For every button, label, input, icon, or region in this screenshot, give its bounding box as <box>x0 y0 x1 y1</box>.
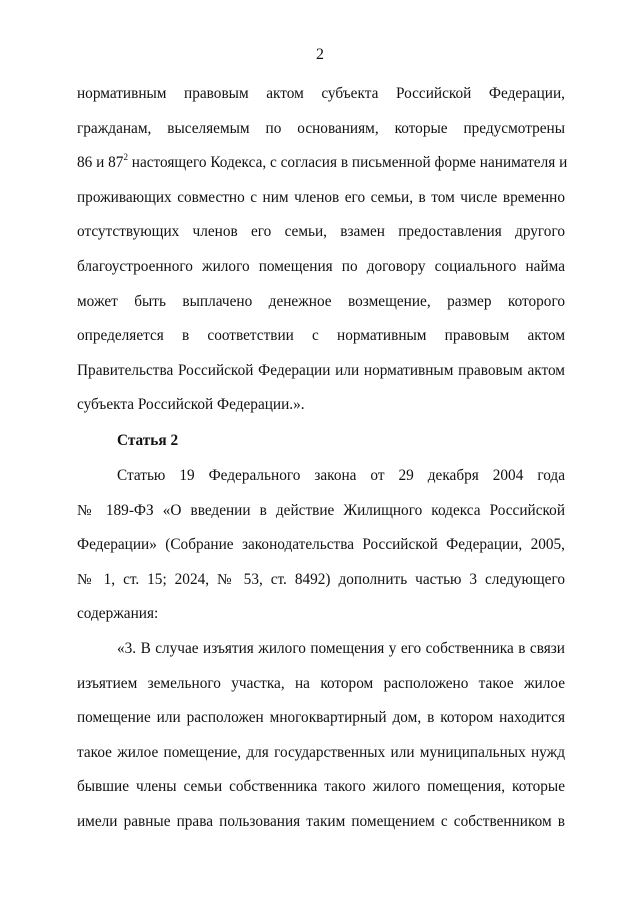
superscript: 2 <box>123 152 128 163</box>
text-line: проживающих совместно с ним членов его семьи, в том числе временно <box>77 188 565 206</box>
text-line: бывшие члены семьи собственника такого жилого помещения, которые <box>77 778 565 796</box>
text-line: гражданам, выселяемым по основаниям, которые предусмотрены <box>77 119 565 137</box>
text-line: № 1, ст. 15; 2024, № 53, ст. 8492) дополнить частью 3 следующего <box>77 570 565 588</box>
text-line: определяется в соответствии с нормативным правовым актом <box>77 327 565 345</box>
article-paragraph <box>77 459 565 632</box>
text-line: нормативным правовым актом субъекта Российской Федерации, <box>77 85 565 102</box>
quoted-paragraph <box>77 632 565 840</box>
text-line: Правительства Российской Федерации или нормативным правовым актом <box>77 361 565 379</box>
text-line: имели равные права пользования таким помещением с собственником в <box>77 812 565 830</box>
article-heading: Статья 2 <box>117 432 179 449</box>
text-line: «3. В случае изъятия жилого помещения у его собственника в связи <box>117 640 565 657</box>
text-line: благоустроенного жилого помещения по договору социального найма <box>77 257 565 275</box>
text-line: содержания: <box>77 605 159 623</box>
continuation-paragraph <box>77 77 568 423</box>
text-line: субъекта Российской Федерации.». <box>77 396 305 414</box>
text-fragment: 86 и 87 <box>77 154 124 172</box>
text-line: Федерации» (Собрание законодательства Российской Федерации, 2005, <box>77 536 565 554</box>
text-fragment: настоящего Кодекса, с согласия в письменной форме нанимателя и <box>131 154 568 172</box>
article-heading-block <box>77 424 565 459</box>
text-line: такое жилое помещение, для государственных или муниципальных нужд <box>77 743 565 761</box>
text-line: может быть выплачено денежное возмещение, размер которого <box>77 292 565 310</box>
text-line: отсутствующих членов его семьи, взамен предоставления другого <box>77 223 565 241</box>
page-number: 2 <box>316 46 324 63</box>
text-line: Статью 19 Федерального закона от 29 декабря 2004 года <box>117 467 565 484</box>
text-line: № 189-ФЗ «О введении в действие Жилищного кодекса Российской <box>77 501 565 519</box>
text-line: изъятием земельного участка, на котором расположено такое жилое <box>77 674 565 692</box>
text-line <box>77 146 568 181</box>
text-line: помещение или расположен многоквартирный дом, в котором находится <box>77 709 565 727</box>
